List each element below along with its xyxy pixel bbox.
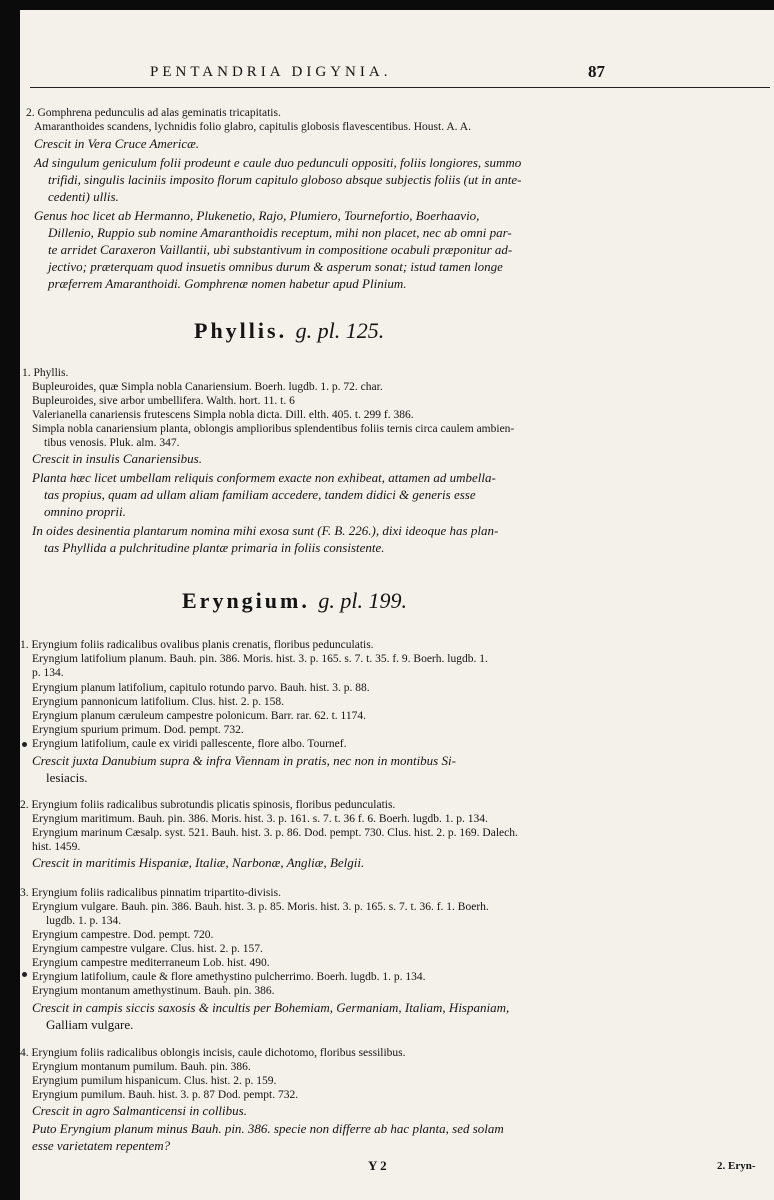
species-habitat: Crescit in maritimis Hispaniæ, Italiæ, Narbonæ, Angliæ, Belgii. [32,855,365,870]
species-synonym: Eryngium vulgare. Bauh. pin. 386. Bauh. hist. 3. p. 85. Moris. hist. 3. p. 165. s. 7. t. 36. f. 1. Boerh. [32,901,489,913]
species-habitat: Crescit in campis siccis saxosis & incultis per Bohemiam, Germaniam, Italiam, Hispaniam, [32,1000,510,1015]
species-synonym: Eryngium campestre mediterraneum Lob. hist. 490. [32,957,270,969]
species-note-line: Puto Eryngium planum minus Bauh. pin. 386. specie non differre ab hac planta, sed solam [32,1121,504,1136]
signature-mark: Y 2 [368,1158,387,1173]
species-habitat: Crescit in agro Salmanticensi in collibus. [32,1103,247,1118]
genus-heading-phyllis [194,318,384,344]
phyllis-synonym: Bupleuroides, sive arbor umbellifera. Walth. hort. 11. t. 6 [32,395,295,407]
phyllis-habitat: Crescit in insulis Canariensibus. [32,451,202,466]
bullet-mark [22,742,27,747]
header-rule [30,87,770,88]
species-synonym: Eryngium maritimum. Bauh. pin. 386. Moris. hist. 3. p. 161. s. 7. t. 36 f. 6. Boerh. lugdb. 1. p. 134. [32,813,488,825]
phyllis-note-line: In oides desinentia plantarum nomina mihi exosa sunt (F. B. 226.), dixi ideoque has plan- [32,523,499,538]
gomphrena-note-line: Genus hoc licet ab Hermanno, Plukenetio, Rajo, Plumiero, Tournefortio, Boerhaavio, [34,208,480,223]
scan-edge-top [0,0,774,10]
species-synonym: Eryngium pumilum hispanicum. Clus. hist. 2. p. 159. [32,1075,277,1087]
species-diagnosis: 1. Eryngium foliis radicalibus ovalibus planis crenatis, floribus pedunculatis. [20,639,374,651]
running-head: PENTANDRIA DIGYNIA. [150,64,392,80]
page-number: 87 [588,62,605,81]
gomphrena-note-line: Dillenio, Ruppio sub nomine Amaranthoidis receptum, mihi non placet, nec ab omni par- [48,225,512,240]
species-synonym: Eryngium latifolium, caule ex viridi pallescente, flore albo. Tournef. [32,738,347,750]
species-synonym: Eryngium montanum amethystinum. Bauh. pin. 386. [32,985,275,997]
species-synonym: Eryngium marinum Cæsalp. syst. 521. Bauh. hist. 3. p. 86. Dod. pempt. 730. Clus. hist. 2. p. 169. Dalech. [32,827,518,839]
species-synonym: Eryngium pumilum. Bauh. hist. 3. p. 87 Dod. pempt. 732. [32,1089,299,1101]
species-synonym: p. 134. [32,667,64,679]
phyllis-note-line: tas Phyllida a pulchritudine plantæ primaria in foliis consistente. [44,540,385,555]
species-synonym: Eryngium planum latifolium, capitulo rotundo parvo. Bauh. hist. 3. p. 88. [32,682,370,694]
genus-heading-eryngium [182,588,407,614]
species-synonym: Eryngium campestre vulgare. Clus. hist. 2. p. 157. [32,943,263,955]
species-diagnosis: 4. Eryngium foliis radicalibus oblongis incisis, caule dichotomo, floribus sessilibus. [20,1047,406,1059]
species-diagnosis: 3. Eryngium foliis radicalibus pinnatim tripartito-divisis. [20,887,281,899]
gomphrena-note-line: te arridet Caraxeron Vaillantii, ubi substantivum in compositione ocabuli præponitur ad- [48,242,513,257]
gomphrena-synonym: Amaranthoides scandens, lychnidis folio glabro, capitulis globosis flavescentibus. Houst. A. A. [34,121,471,133]
gomphrena-habitat: Crescit in Vera Cruce Americæ. [34,136,200,151]
species-synonym: Eryngium spurium primum. Dod. pempt. 732. [32,724,244,736]
gomphrena-note-line: cedenti) ullis. [48,189,119,204]
phyllis-note-line: tas propius, quam ad ullam aliam familiam accedere, tandem didici & generis esse [44,487,476,502]
genus-name: Eryngium. [182,588,310,613]
catchword: 2. Eryn- [717,1160,756,1172]
bullet-mark [22,972,27,977]
species-synonym: Eryngium campestre. Dod. pempt. 720. [32,929,214,941]
gomphrena-note-line: præferrem Amaranthoidi. Gomphrenæ nomen habetur apud Plinium. [48,276,407,291]
gomphrena-note-line: Ad singulum geniculum folii prodeunt e caule duo pedunculi oppositi, foliis longiores, summo [34,155,522,170]
phyllis-synonym: Bupleuroides, quæ Simpla nobla Canariensium. Boerh. lugdb. 1. p. 72. char. [32,381,383,393]
species-note-line: esse varietatem repentem? [32,1138,171,1153]
phyllis-synonym: Simpla nobla canariensium planta, oblongis amplioribus splendentibus foliis ternis circa caulem ambien- [32,423,515,435]
phyllis-note-line: omnino proprii. [44,504,126,519]
phyllis-note-line: Planta hæc licet umbellam reliquis conformem exacte non exhibeat, attamen ad umbella- [32,470,496,485]
genus-name: Phyllis. [194,318,288,343]
scan-edge-left [0,0,20,1200]
phyllis-synonym: tibus venosis. Pluk. alm. 347. [44,437,180,449]
species-synonym: Eryngium latifolium, caule & flore amethystino pulcherrimo. Boerh. lugdb. 1. p. 134. [32,971,426,983]
gomphrena-note-line: trifidi, singulis laciniis imposito florum capitulo globoso absque subjectis foliis (ut in ante- [48,172,522,187]
species-habitat: Crescit juxta Danubium supra & infra Viennam in pratis, nec non in montibus Si- [32,753,456,768]
species-diagnosis: 2. Eryngium foliis radicalibus subrotundis plicatis spinosis, floribus pedunculatis. [20,799,396,811]
species-synonym: Eryngium latifolium planum. Bauh. pin. 386. Moris. hist. 3. p. 165. s. 7. t. 35. f. 9. Boerh. lugdb. 1. [32,653,488,665]
genus-reference: g. pl. 199. [318,588,407,613]
genus-reference: g. pl. 125. [295,318,385,343]
species-habitat: lesiacis. [46,770,88,785]
species-synonym: Eryngium montanum pumilum. Bauh. pin. 386. [32,1061,251,1073]
species-synonym: hist. 1459. [32,841,81,853]
species-synonym: Eryngium planum cæruleum campestre polonicum. Barr. rar. 62. t. 1174. [32,710,366,722]
species-habitat: Galliam vulgare. [46,1017,134,1032]
species-synonym: lugdb. 1. p. 134. [46,915,122,927]
gomphrena-diagnosis: 2. Gomphrena pedunculis ad alas geminatis tricapitatis. [26,107,281,119]
phyllis-diagnosis: 1. Phyllis. [22,367,69,379]
gomphrena-note-line: jectivo; præterquam quod insuetis omnibus durum & asperum sonat; istud tamen longe [48,259,503,274]
phyllis-synonym: Valerianella canariensis frutescens Simpla nobla dicta. Dill. elth. 405. t. 299 f. 386. [32,409,414,421]
species-synonym: Eryngium pannonicum latifolium. Clus. hist. 2. p. 158. [32,696,285,708]
